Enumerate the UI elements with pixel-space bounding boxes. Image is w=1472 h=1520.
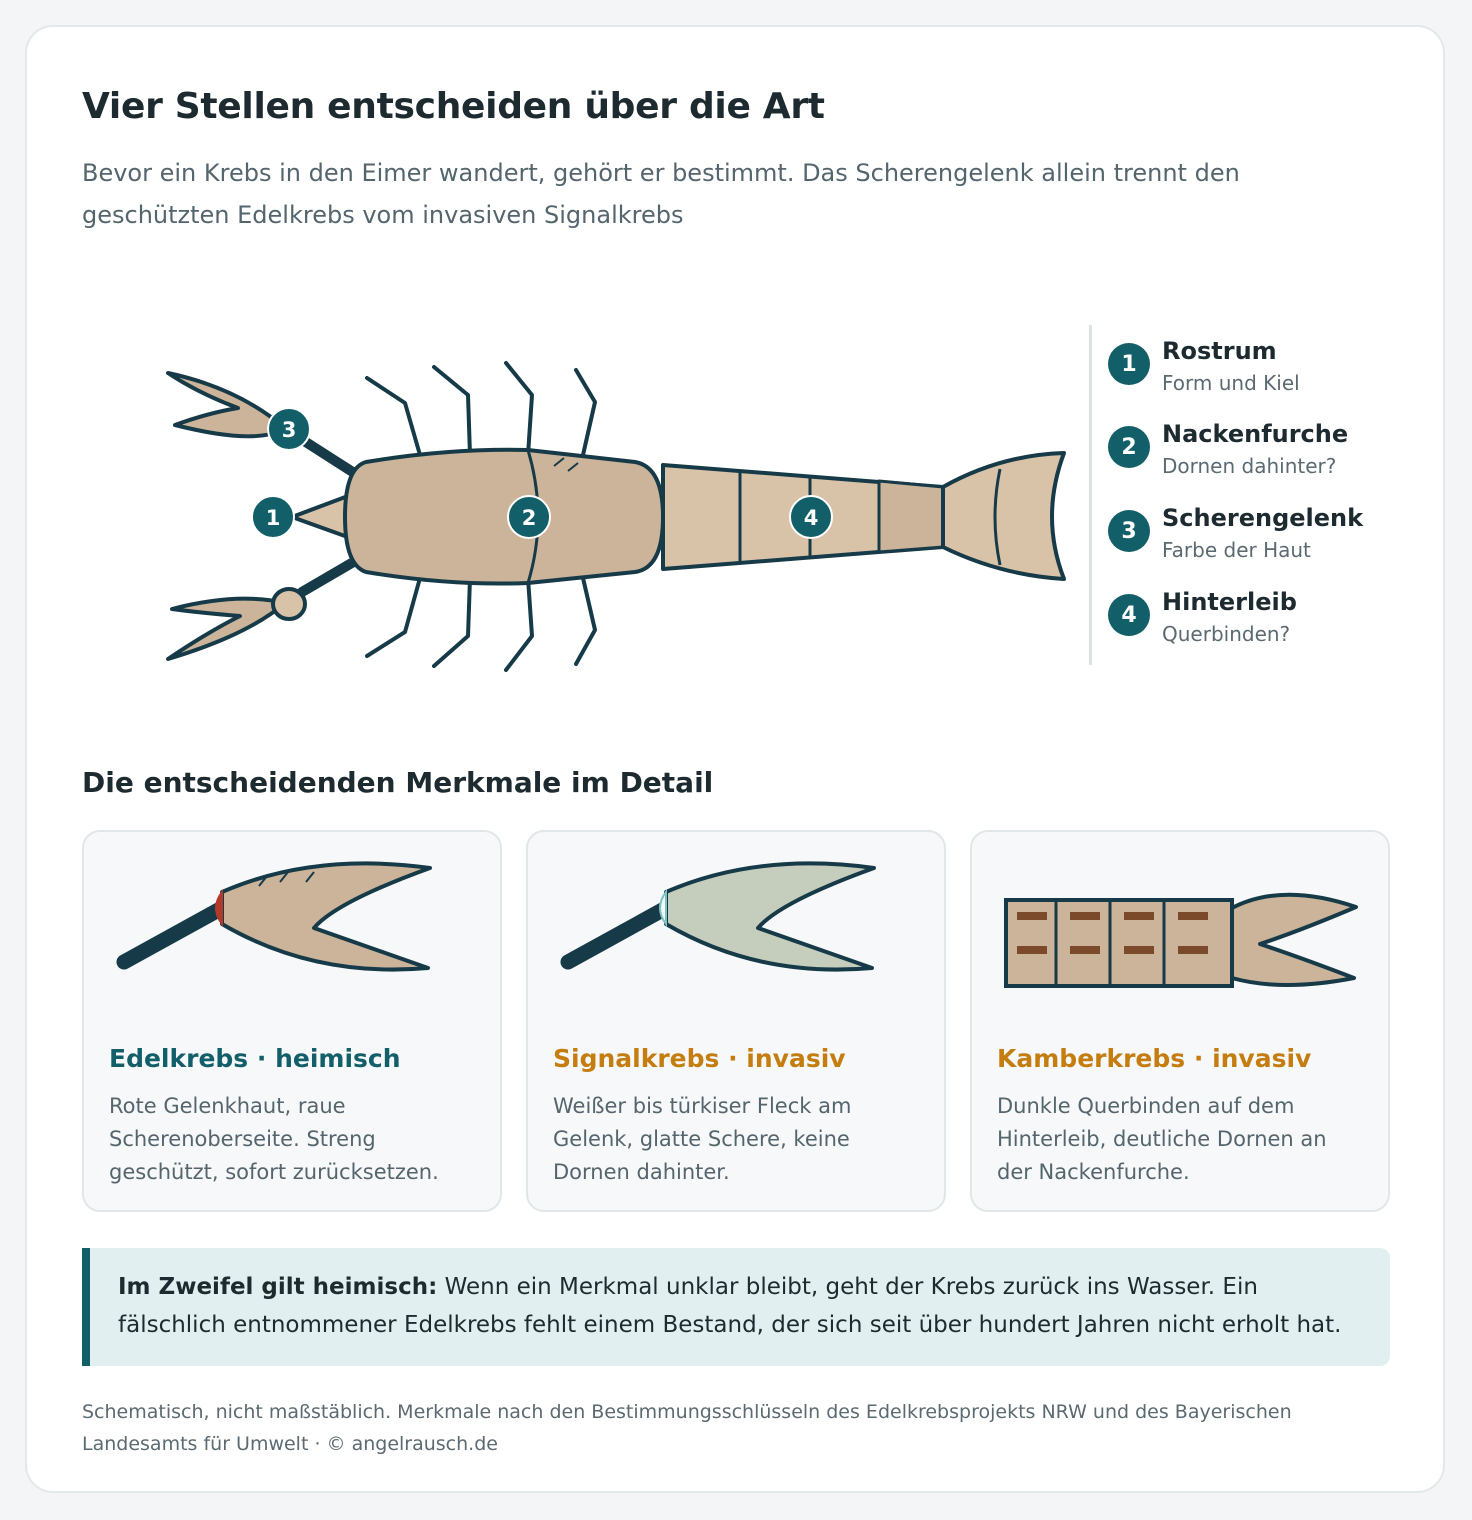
marker-3-label: 3 (281, 418, 297, 442)
legend-badge: 4 (1108, 594, 1150, 636)
page-title: Vier Stellen entscheiden über die Art (82, 86, 825, 127)
card-signalkrebs (526, 830, 946, 1212)
leg (367, 378, 420, 455)
footnote: Schematisch, nicht maßstäblich. Merkmale nach den Bestimmungsschlüsseln des Edelkrebsprojekts NRW und des Bayerischen Landesamts für Umwelt · © angelrausch.de (82, 1401, 1292, 1455)
callout-lead: Im Zweifel gilt heimisch: (118, 1274, 438, 1300)
callout-note (82, 1248, 1390, 1366)
species-name: Edelkrebs · heimisch (109, 1044, 401, 1073)
lower-claw (168, 599, 285, 659)
legend (1089, 325, 1392, 665)
species-description: Dunkle Querbinden auf dem Hinterleib, deutliche Dornen an der Nackenfurche. (997, 1094, 1327, 1184)
leg (434, 367, 470, 455)
marker-2-label: 2 (521, 506, 537, 530)
tail-fan (943, 453, 1064, 579)
crayfish-diagram (150, 350, 1070, 680)
leg (506, 578, 532, 670)
legend-badge: 2 (1108, 426, 1150, 468)
signalkrebs-claw-illustration (528, 832, 948, 1032)
leg (576, 578, 595, 664)
page-subtitle: Bevor ein Krebs in den Eimer wandert, gehört er bestimmt. Das Scherengelenk allein trennt den geschützten Edelkrebs vom invasiven Signalkrebs (82, 159, 1240, 229)
legend-description: Form und Kiel (1162, 371, 1300, 395)
card-edelkrebs (82, 830, 502, 1212)
species-name: Signalkrebs · invasiv (553, 1044, 846, 1073)
last-segment (879, 481, 943, 552)
marker-4 (790, 496, 832, 538)
card-kamberkrebs (970, 830, 1390, 1212)
legend-title: Hinterleib (1162, 588, 1297, 616)
legend-badge: 3 (1108, 510, 1150, 552)
lower-claw-joint (273, 589, 305, 619)
callout-text: Wenn ein Merkmal unklar bleibt, geht der Krebs zurück ins Wasser. Ein fälschlich entnommener Edelkrebs fehlt einem Bestand, der sich seit über hundert Jahren nicht erholt hat. (118, 1274, 1342, 1338)
marker-4-label: 4 (803, 506, 819, 530)
legend-badge: 1 (1108, 343, 1150, 385)
kamberkrebs-abdomen-illustration (972, 832, 1392, 1032)
species-description: Rote Gelenkhaut, raue Scherenoberseite. Streng geschützt, sofort zurücksetzen. (109, 1094, 439, 1184)
legend-title: Rostrum (1162, 337, 1277, 365)
carapace (345, 450, 663, 584)
leg (434, 578, 470, 666)
legend-description: Farbe der Haut (1162, 538, 1311, 562)
marker-2 (508, 496, 550, 538)
leg (367, 578, 420, 656)
marker-1 (252, 496, 294, 538)
legend-description: Dornen dahinter? (1162, 454, 1337, 478)
leg (506, 363, 532, 455)
edelkrebs-claw-illustration (84, 832, 504, 1032)
legend-title: Scherengelenk (1162, 504, 1364, 532)
legend-description: Querbinden? (1162, 622, 1291, 646)
leg (576, 370, 595, 455)
marker-1-label: 1 (265, 506, 281, 530)
marker-3 (268, 408, 310, 450)
species-name: Kamberkrebs · invasiv (997, 1044, 1312, 1073)
species-description: Weißer bis türkiser Fleck am Gelenk, glatte Schere, keine Dornen dahinter. (553, 1094, 852, 1184)
section-heading: Die entscheidenden Merkmale im Detail (82, 766, 714, 799)
legend-title: Nackenfurche (1162, 420, 1349, 448)
